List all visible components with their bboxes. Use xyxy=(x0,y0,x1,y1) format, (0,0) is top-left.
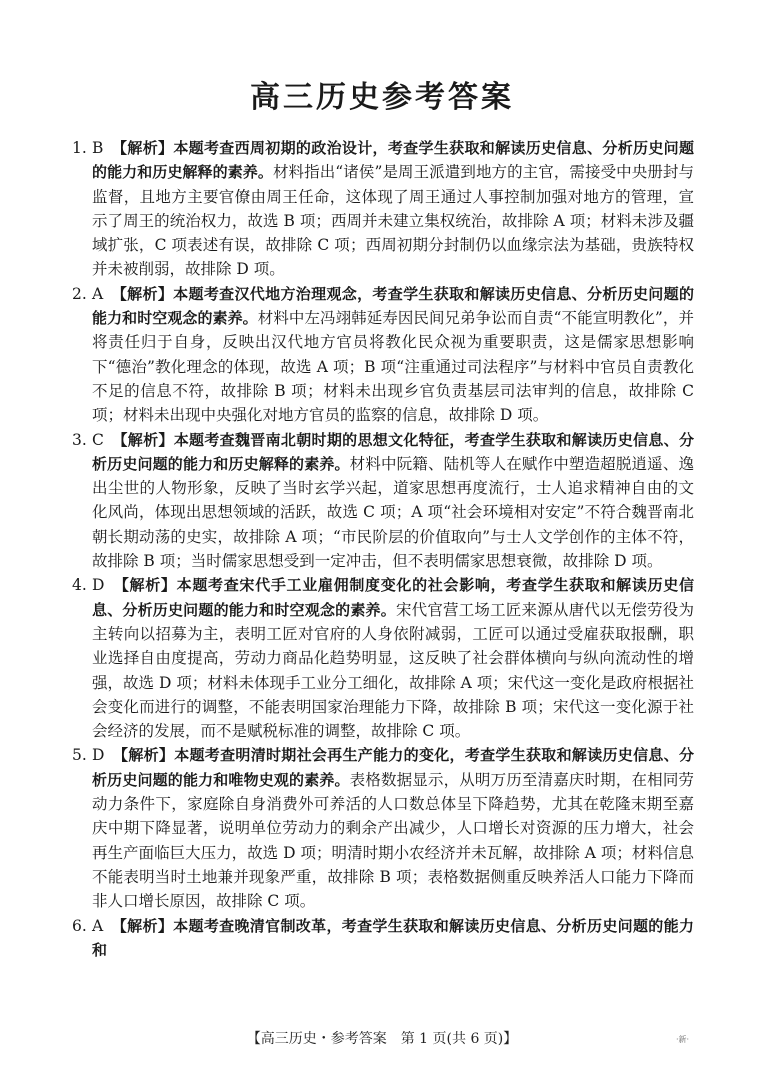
analysis-body: 宋代官营工场工匠来源从唐代以无偿劳役为主转向以招募为主，表明工匠对官府的人身依附减弱，工匠可以通过受雇获取报酬，职业选择自由度提高，劳动力商品化趋势明显，这反映了社会群体横向与纵向流动性的增强，故选 D 项；材料未体现手工业分工细化，故排除 A 项；宋代这一变化是政府根据社会变化而进行的调整，不能表明国家治理能力下降，故排除 B 项；宋代这一变化源于社会经济的发展，而不是赋税标准的调整，故排除 C 项。 xyxy=(92,600,694,741)
answer-item xyxy=(72,282,694,428)
answer-item xyxy=(72,914,694,963)
analysis-tag: 【解析】 xyxy=(119,284,174,303)
analysis-body: 材料中左冯翊韩延寿因民间兄弟争讼而自责“不能宣明教化”，并将责任归于自身，反映出汉代地方官员将教化民众视为重要职责，这是儒家思想影响下“德治”教化理念的体现，故选 A 项；B 项“注重通过司法程序”与材料中官员自责教化不足的信息不符，故排除 B 项；材料未出现乡官负责基层司法审判的信息，故排除 C 项；材料未出现中央强化对地方官员的监察的信息，故排除 D 项。 xyxy=(92,309,694,425)
analysis-body: 表格数据显示，从明万历至清嘉庆时期，在相同劳动力条件下，家庭除自身消费外可养活的人口数总体呈下降趋势，尤其在乾隆末期至嘉庆中期下降显著，说明单位劳动力的剩余产出减少，人口增长对资源的压力增大，社会再生产面临巨大压力，故选 D 项；明清时期小农经济并未瓦解，故排除 A 项；材料信息不能表明当时土地兼并现象严重，故排除 B 项；表格数据侧重反映养活人口能力下降而非人口增长原因，故排除 C 项。 xyxy=(92,770,694,911)
answer-option: C xyxy=(92,430,104,449)
analysis-tag: 【解析】 xyxy=(120,746,175,765)
analysis-tag: 【解析】 xyxy=(121,576,177,595)
analysis-lead: 本题考查汉代地方治理观念，考查学生获取和解读历史信息、分析历史问题的能力和时空观念的素养。 xyxy=(92,284,694,328)
answer-item xyxy=(72,743,694,913)
answer-option: D xyxy=(92,576,105,595)
answer-number: 2. xyxy=(72,284,87,303)
answer-number: 5. xyxy=(72,746,87,765)
page-footer: 【高三历史・参考答案 第 1 页(共 6 页)】 xyxy=(246,1031,518,1047)
answer-number: 4. xyxy=(72,576,87,595)
answer-option: A xyxy=(92,284,104,303)
answer-option: D xyxy=(92,746,105,765)
analysis-lead: 本题考查西周初期的政治设计，考查学生获取和解读历史信息、分析历史问题的能力和历史解释的素养。 xyxy=(92,139,694,182)
answer-item xyxy=(72,428,694,574)
analysis-tag: 【解析】 xyxy=(119,916,174,935)
analysis-body: 材料指出“诸侯”是周王派遣到地方的主官，需接受中央册封与监督，且地方主要官僚由周王任命，这体现了周王通过人事控制加强对地方的管理，宣示了周王的统治权力，故选 B 项；西周并未建立集权统治，故排除 A 项；材料未涉及疆域扩张，C 项表述有误，故排除 C 项；西周初期分封制仍以血缘宗法为基础，贵族特权并未被削弱，故排除 D 项。 xyxy=(92,163,694,279)
analysis-tag: 【解析】 xyxy=(120,430,174,449)
answer-option: A xyxy=(92,916,104,935)
answer-item xyxy=(72,136,694,282)
answer-item xyxy=(72,573,694,743)
analysis-tag: 【解析】 xyxy=(119,139,174,157)
answer-number: 3. xyxy=(72,430,87,449)
analysis-lead: 本题考查明清时期社会再生产能力的变化，考查学生获取和解读历史信息、分析历史问题的能力和唯物史观的素养。 xyxy=(92,746,694,789)
page-title: 高三历史参考答案 xyxy=(250,80,514,115)
answer-number: 6. xyxy=(72,916,87,935)
analysis-lead: 本题考查宋代手工业雇佣制度变化的社会影响，考查学生获取和解读历史信息、分析历史问题的能力和时空观念的素养。 xyxy=(92,576,694,619)
analysis-body: 材料中阮籍、陆机等人在赋作中塑造超脱逍遥、逸出尘世的人物形象，反映了当时玄学兴起，道家思想再度流行，士人追求精神自由的文化风尚，体现出思想领域的活跃，故选 C 项；A 项“社会环境相对安定”不符合魏晋南北朝长期动荡的史实，故排除 A 项；“市民阶层的价值取向”与士人文学创作的主体不符，故排除 B 项；当时儒家思想受到一定冲击，但不表明儒家思想衰微，故排除 D 项。 xyxy=(92,454,694,571)
corner-mark: ·新· xyxy=(676,1035,690,1044)
answer-number: 1. xyxy=(72,139,87,157)
answer-option: B xyxy=(92,139,104,157)
answer-list xyxy=(72,136,694,962)
analysis-lead: 本题考查魏晋南北朝时期的思想文化特征，考查学生获取和解读历史信息、分析历史问题的能力和历史解释的素养。 xyxy=(92,430,694,473)
analysis-lead: 本题考查晚清官制改革，考查学生获取和解读历史信息、分析历史问题的能力和 xyxy=(92,916,694,959)
